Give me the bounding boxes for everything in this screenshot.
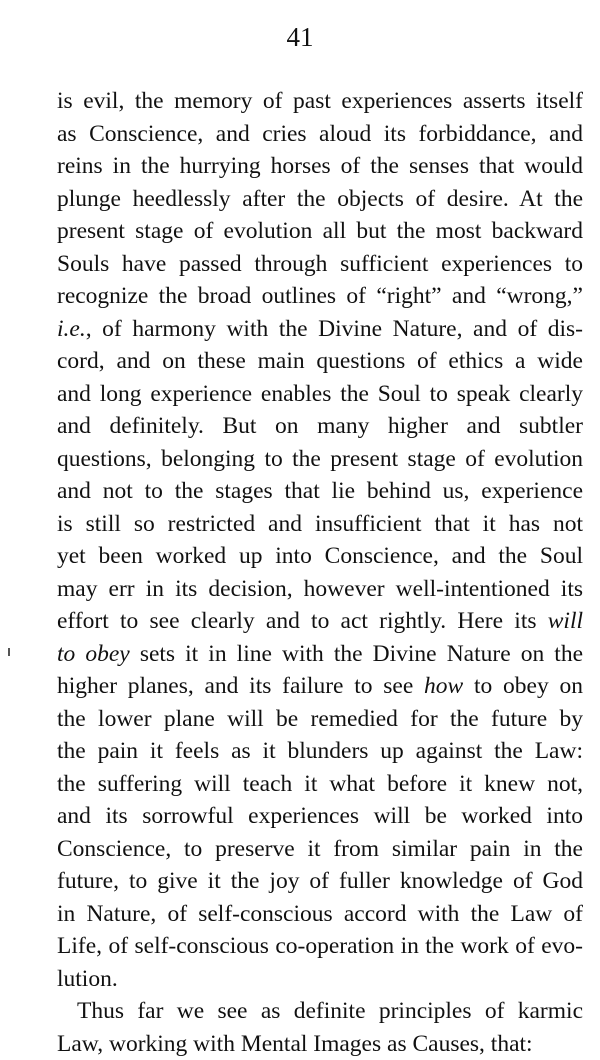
text-line [57, 313, 583, 346]
italic-text: to obey [57, 641, 130, 667]
text-line [57, 573, 583, 606]
text-line [57, 378, 583, 411]
text-line [57, 605, 583, 638]
text-line [57, 248, 583, 281]
text-line [57, 768, 583, 801]
text-segment: in Nature, of self-conscious accord with the Law of [57, 901, 583, 927]
text-segment: as Conscience, and cries aloud its forbiddance, and [57, 121, 583, 147]
text-segment: and not to the stages that lie behind us, experience [57, 478, 583, 504]
text-line [57, 703, 583, 736]
text-line [57, 865, 583, 898]
text-line [57, 800, 583, 833]
page-number: 41 [0, 22, 600, 53]
text-line [57, 670, 583, 703]
text-line [57, 995, 583, 1028]
text-line [57, 930, 583, 963]
text-segment: the suffering will teach it what before it knew not, [57, 771, 583, 797]
text-line [57, 540, 583, 573]
text-line [57, 183, 583, 216]
text-segment: Law, working with Mental Images as Causes, that: [57, 1031, 533, 1057]
text-segment: cord, and on these main questions of ethics a wide [57, 348, 583, 374]
text-segment: sets it in line with the Divine Nature on the [130, 641, 583, 667]
text-segment: plunge heedlessly after the objects of desire. At the [57, 186, 583, 212]
text-segment: the pain it feels as it blunders up against the Law: [57, 738, 583, 764]
text-line [57, 898, 583, 931]
body-text [57, 85, 583, 1060]
text-line [57, 475, 583, 508]
text-line [57, 280, 583, 313]
text-segment: is evil, the memory of past experiences asserts itself [57, 88, 583, 114]
text-segment: and its sorrowful experiences will be worked into [57, 803, 583, 829]
text-line [57, 215, 583, 248]
text-line [57, 345, 583, 378]
text-line [57, 443, 583, 476]
text-line [57, 1028, 583, 1060]
italic-text: will [548, 608, 583, 634]
text-segment: present stage of evolution all but the most backward [57, 218, 583, 244]
text-line [57, 150, 583, 183]
paragraph [57, 85, 583, 995]
text-segment: to obey on [463, 673, 583, 699]
text-segment: the lower plane will be remedied for the future by [57, 706, 583, 732]
text-segment: future, to give it the joy of fuller knowledge of God [57, 868, 583, 894]
text-segment: may err in its decision, however well-intentioned its [57, 576, 583, 602]
paragraph [57, 995, 583, 1060]
italic-text: how [424, 673, 463, 699]
text-line [57, 638, 583, 671]
text-segment: yet been worked up into Conscience, and the Soul [57, 543, 583, 569]
text-line [57, 118, 583, 151]
text-line [57, 735, 583, 768]
text-segment: reins in the hurrying horses of the senses that would [57, 153, 583, 179]
text-segment: effort to see clearly and to act rightly. Here its [57, 608, 548, 634]
text-segment: is still so restricted and insufficient that it has not [57, 511, 583, 537]
text-line [57, 85, 583, 118]
text-line [57, 833, 583, 866]
margin-mark [8, 648, 10, 656]
text-segment: Souls have passed through sufficient experiences to [57, 251, 583, 277]
text-segment: Thus far we see as definite principles of karmic [77, 998, 583, 1024]
text-segment: and definitely. But on many higher and subtler [57, 413, 583, 439]
italic-text: i.e. [57, 316, 86, 342]
text-segment: and long experience enables the Soul to speak clearly [57, 381, 583, 407]
text-segment: Life, of self-conscious co-operation in the work of evo- [57, 933, 583, 959]
text-line [57, 410, 583, 443]
text-segment: recognize the broad outlines of “right” and “wrong,” [57, 283, 583, 309]
text-line [57, 508, 583, 541]
text-segment: questions, belonging to the present stage of evolution [57, 446, 583, 472]
text-line [57, 963, 583, 996]
text-segment: , of harmony with the Divine Nature, and of dis- [86, 316, 583, 342]
text-segment: lution. [57, 966, 118, 992]
text-segment: higher planes, and its failure to see [57, 673, 424, 699]
text-segment: Conscience, to preserve it from similar pain in the [57, 836, 583, 862]
